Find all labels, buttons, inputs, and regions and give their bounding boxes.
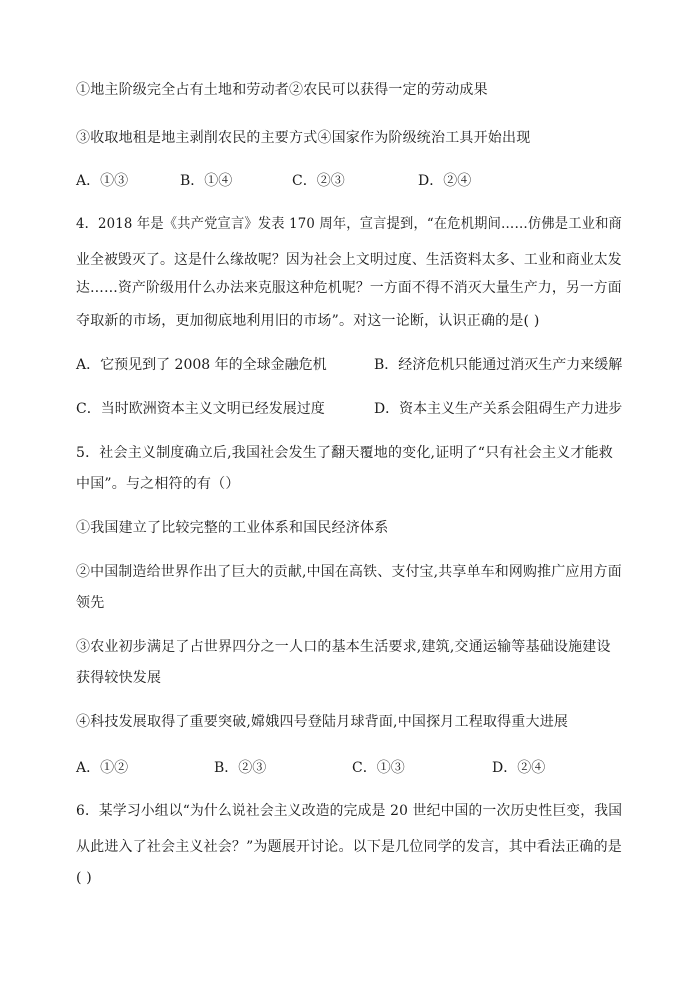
q4-option-a: A．它预见到了 2008 年的全球金融危机 xyxy=(76,357,327,373)
q6-stem-line-2: 从此进入了社会主义社会？”为题展开讨论。以下是几位同学的发言，其中看法正确的是 xyxy=(76,839,622,855)
q4-option-c: C．当时欧洲资本主义文明已经发展过度 xyxy=(76,401,325,417)
q5-statement-1: ①我国建立了比较完整的工业体系和国民经济体系 xyxy=(76,520,389,536)
q4-stem-line-3: 达……资产阶级用什么办法来克服这种危机呢？一方面不得不消灭大量生产力，另一方面 xyxy=(76,280,622,296)
q3-option-c: C．②③ xyxy=(292,173,345,189)
q3-statement-2: ③收取地租是地主剥削农民的主要方式④国家作为阶级统治工具开始出现 xyxy=(76,130,531,146)
q3-option-b: B．①④ xyxy=(180,173,233,189)
q3-option-d: D．②④ xyxy=(418,173,472,189)
q5-option-d: D．②④ xyxy=(492,760,546,776)
q5-option-b: B．②③ xyxy=(214,760,267,776)
q4-option-d: D．资本主义生产关系会阻碍生产力进步 xyxy=(374,401,623,417)
q6-stem-line-1: 6．某学习小组以“为什么说社会主义改造的完成是 20 世纪中国的一次历史性巨变，我国 xyxy=(76,803,623,819)
q3-option-a: A．①③ xyxy=(76,173,129,189)
q5-option-c: C．①③ xyxy=(352,760,405,776)
q3-statement-1: ①地主阶级完全占有土地和劳动者②农民可以获得一定的劳动成果 xyxy=(76,82,488,98)
q6-stem-line-3: ( ) xyxy=(76,870,92,886)
q5-stem-line-2: 中国”。与之相符的有（） xyxy=(76,476,240,492)
q5-statement-2-line-1: ②中国制造给世界作出了巨大的贡献,中国在高铁、支付宝,共享单车和网购推广应用方面 xyxy=(76,564,622,580)
q4-stem-line-1: 4．2018 年是《共产党宣言》发表 170 周年，宣言提到，“在危机期间……仿佛是工业和商 xyxy=(76,216,622,232)
q5-statement-3-line-1: ③农业初步满足了占世界四分之一人口的基本生活要求,建筑,交通运输等基础设施建设 xyxy=(76,639,611,655)
q5-statement-3-line-2: 获得较快发展 xyxy=(76,670,162,686)
q4-stem-line-4: 夺取新的市场，更加彻底地利用旧的市场”。对这一论断，认识正确的是( ) xyxy=(76,313,540,329)
q5-stem-line-1: 5．社会主义制度确立后,我国社会发生了翻天覆地的变化,证明了“只有社会主义才能救 xyxy=(76,445,613,461)
q4-option-b: B．经济危机只能通过消灭生产力来缓解 xyxy=(374,357,623,373)
q5-statement-2-line-2: 领先 xyxy=(76,595,105,611)
q5-statement-4: ④科技发展取得了重要突破,嫦娥四号登陆月球背面,中国探月工程取得重大进展 xyxy=(76,714,569,730)
q4-stem-line-2: 业全被毁灭了。这是什么缘故呢？因为社会上文明过度、生活资料太多、工业和商业太发 xyxy=(76,252,622,268)
q5-option-a: A．①② xyxy=(76,760,129,776)
